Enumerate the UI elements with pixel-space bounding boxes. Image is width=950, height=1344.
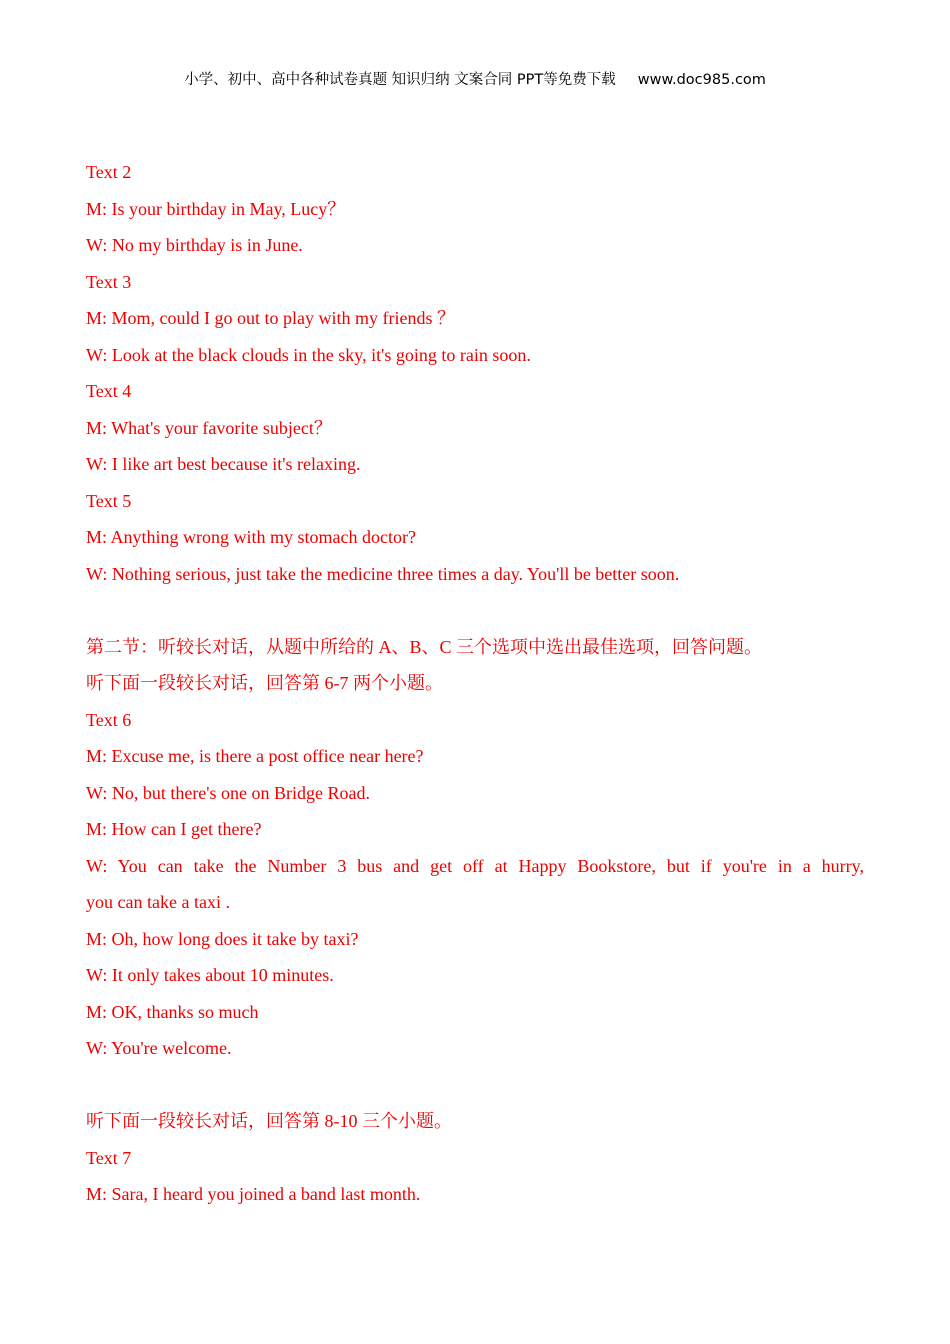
dialogue-line: W: You're welcome. <box>86 1038 232 1058</box>
question-instruction: 听下面一段较长对话，回答第 8-10 三个小题。 <box>86 1111 452 1131</box>
dialogue-line: M: OK, thanks so much <box>86 1001 259 1022</box>
question-instruction: 听下面一段较长对话，回答第 6-7 两个小题。 <box>86 673 443 693</box>
dialogue-line: M: Oh, how long does it take by taxi? <box>86 928 359 949</box>
header-tagline: 小学、初中、高中各种试卷真题 知识归纳 文案合同 PPT等免费下载 <box>184 72 616 88</box>
page-header <box>0 68 950 89</box>
dialogue-line: W: I like art best because it's relaxing. <box>86 454 361 474</box>
transcript-body <box>86 154 864 1213</box>
section-heading-text-4: Text 4 <box>86 381 132 401</box>
header-url[interactable]: www.doc985.com <box>637 72 766 88</box>
part-two-instruction: 第二节：听较长对话，从题中所给的 A、B、C 三个选项中选出最佳选项，回答问题。 <box>86 636 763 657</box>
dialogue-line: W: It only takes about 10 minutes. <box>86 965 334 985</box>
dialogue-line: W: You can take the Number 3 bus and get off at Happy Bookstore, but if you're in a hurry, <box>86 855 864 876</box>
dialogue-line: M: Anything wrong with my stomach doctor? <box>86 527 416 547</box>
dialogue-line: M: Mom, could I go out to play with my friends ？ <box>86 308 455 328</box>
dialogue-line: M: Sara, I heard you joined a band last month. <box>86 1184 421 1204</box>
section-heading-text-2: Text 2 <box>86 162 132 182</box>
dialogue-line: M: How can I get there? <box>86 819 262 839</box>
dialogue-line-continued: you can take a taxi . <box>86 892 230 912</box>
dialogue-line: W: No, but there's one on Bridge Road. <box>86 782 371 803</box>
dialogue-line: W: No my birthday is in June. <box>86 235 303 255</box>
dialogue-line: M: Excuse me, is there a post office near here? <box>86 746 424 766</box>
paragraph-gap <box>86 1067 864 1104</box>
dialogue-line: W: Look at the black clouds in the sky, it's going to rain soon. <box>86 344 531 365</box>
dialogue-line: M: Is your birthday in May, Lucy？ <box>86 198 346 219</box>
section-heading-text-7: Text 7 <box>86 1147 132 1168</box>
section-heading-text-6: Text 6 <box>86 709 132 730</box>
dialogue-line: M: What's your favorite subject？ <box>86 417 332 438</box>
section-heading-text-5: Text 5 <box>86 490 132 511</box>
paragraph-gap <box>86 592 864 629</box>
dialogue-line: W: Nothing serious, just take the medicine three times a day. You'll be better soon. <box>86 563 680 584</box>
section-heading-text-3: Text 3 <box>86 271 132 292</box>
